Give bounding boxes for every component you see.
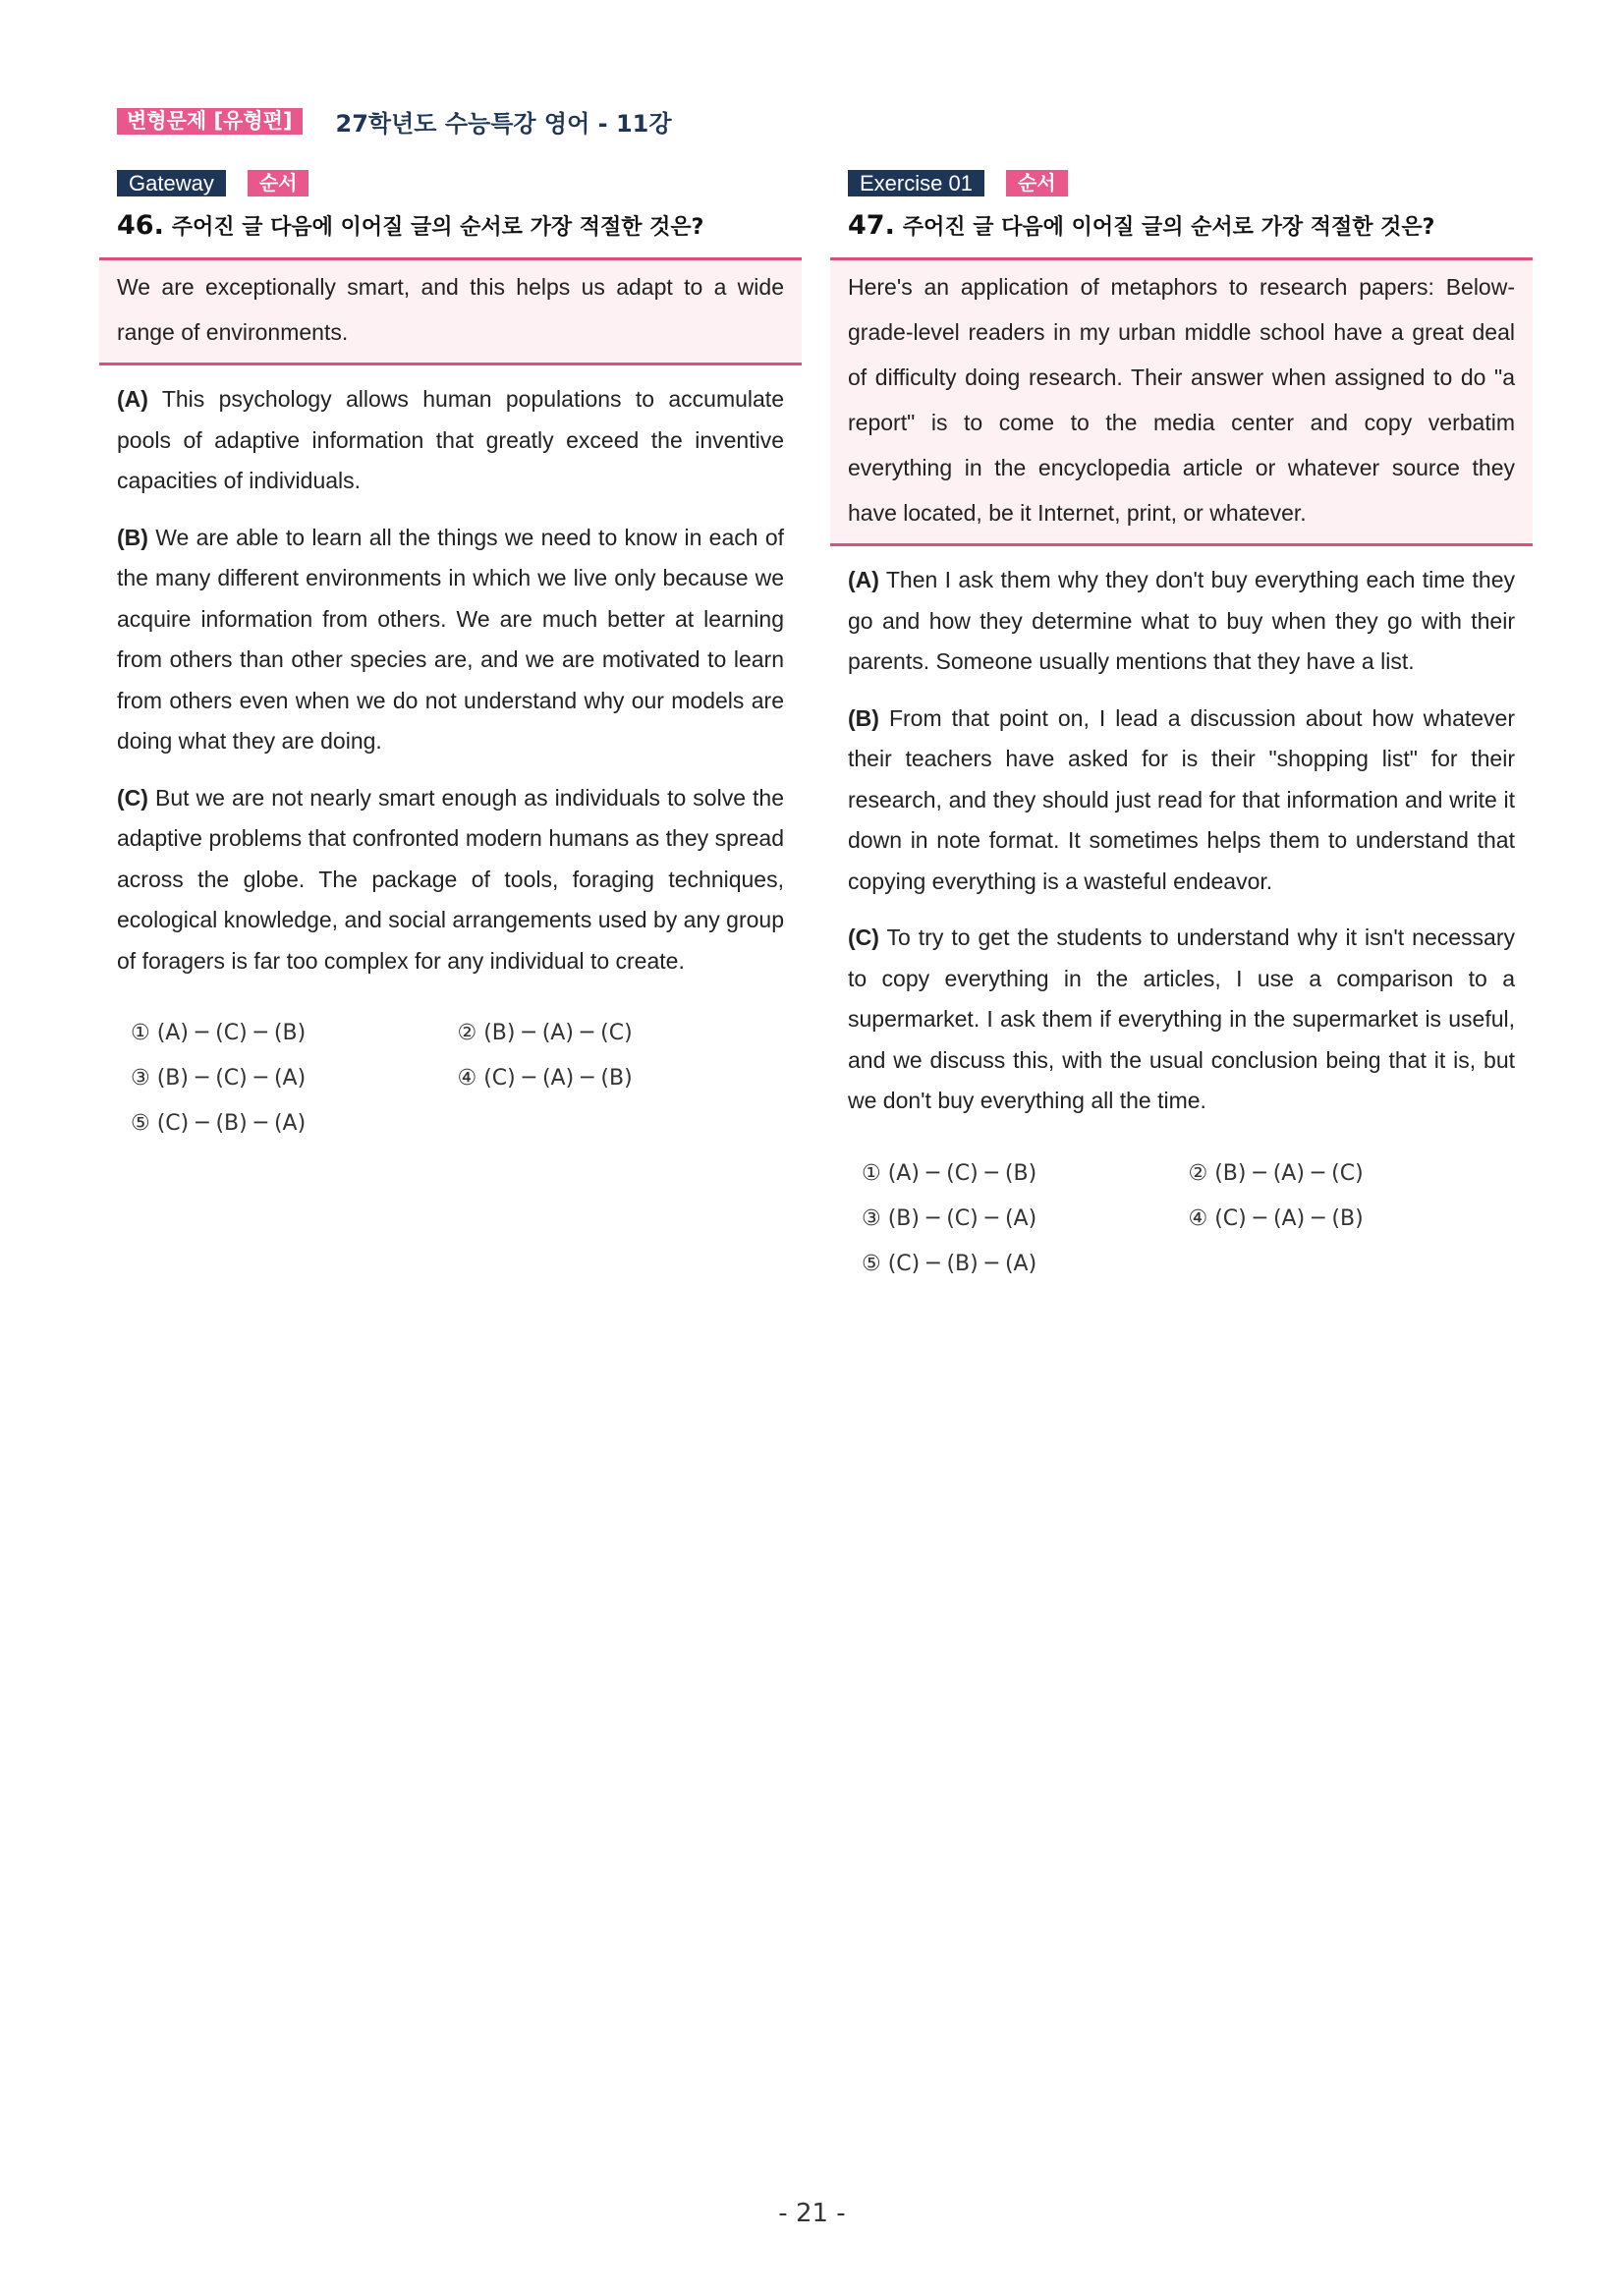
paragraph-text: Then I ask them why they don't buy everything each time they go and how they determine what to buy when they go with their parents. Someone usually mentions that they have a list. xyxy=(848,567,1515,674)
page-number: - 21 - xyxy=(778,2199,846,2228)
paragraph-text: To try to get the students to understand why it isn't necessary to copy everything in the articles, I use a comparison to a supermarket. I ask them if everything in the supermarket is useful, and we discuss this, with the usual conclusion being that it is, but we don't buy everything all the time. xyxy=(848,924,1515,1113)
question-number: 46. xyxy=(117,210,164,241)
question-prompt xyxy=(117,208,802,244)
paragraph-c xyxy=(830,918,1533,1122)
question-tags xyxy=(117,169,802,196)
choice-3[interactable]: ③ (B) ─ (C) ─ (A) xyxy=(131,1066,307,1091)
given-passage: Here's an application of metaphors to research papers: Below-grade-level readers in my urban middle school have a great deal of difficulty doing research. Their answer when assigned to do "a report" is to come to the media center and copy verbatim everything in the encyclopedia article or whatever source they have located, be it Internet, print, or whatever. xyxy=(830,257,1533,546)
choice-2[interactable]: ② (B) ─ (A) ─ (C) xyxy=(1188,1160,1364,1186)
choice-1[interactable]: ① (A) ─ (C) ─ (B) xyxy=(862,1160,1037,1186)
prompt-text: 주어진 글 다음에 이어질 글의 순서로 가장 적절한 것은? xyxy=(171,215,704,240)
paragraph-b xyxy=(830,699,1533,903)
choice-5[interactable]: ⑤ (C) ─ (B) ─ (A) xyxy=(131,1111,307,1136)
question-prompt xyxy=(848,208,1533,244)
paragraph-label: (C) xyxy=(848,924,879,950)
paragraph-label: (C) xyxy=(117,784,148,811)
question-46 xyxy=(99,169,802,1147)
page-header xyxy=(117,106,672,136)
type-tag: 순서 xyxy=(248,170,309,196)
header-title: 27학년도 수능특강 영어 - 11강 xyxy=(335,109,672,138)
paragraph-text: But we are not nearly smart enough as individuals to solve the adaptive problems that confronted modern humans as they spread across the globe. The package of tools, foraging techniques, ecological knowledge, and social arrangements used by any group of foragers is far too complex for any individual to create. xyxy=(117,784,784,974)
question-tags xyxy=(848,169,1533,196)
choice-5[interactable]: ⑤ (C) ─ (B) ─ (A) xyxy=(862,1251,1037,1276)
given-passage: We are exceptionally smart, and this helps us adapt to a wide range of environments. xyxy=(99,257,802,365)
answer-choices xyxy=(99,1011,802,1147)
choice-3[interactable]: ③ (B) ─ (C) ─ (A) xyxy=(862,1205,1037,1231)
paragraph-label: (A) xyxy=(848,567,879,592)
paragraph-text: This psychology allows human populations to accumulate pools of adaptive information that greatly exceed the inventive capacities of individuals. xyxy=(117,386,784,493)
paragraph-label: (B) xyxy=(117,524,148,550)
paragraph-c xyxy=(99,778,802,982)
choice-2[interactable]: ② (B) ─ (A) ─ (C) xyxy=(457,1021,633,1045)
prompt-text: 주어진 글 다음에 이어질 글의 순서로 가장 적절한 것은? xyxy=(902,215,1435,240)
paragraph-b xyxy=(99,518,802,762)
choice-4[interactable]: ④ (C) ─ (A) ─ (B) xyxy=(457,1066,633,1091)
paragraphs xyxy=(830,560,1533,1122)
header-tag: 변형문제 [유형편] xyxy=(117,108,303,135)
question-number: 47. xyxy=(848,210,895,241)
gateway-tag: Gateway xyxy=(117,170,226,196)
paragraph-a xyxy=(99,379,802,502)
question-47 xyxy=(830,169,1533,1287)
paragraph-text: From that point on, I lead a discussion about how whatever their teachers have asked for is their "shopping list" for their research, and they should just read for that information and write it down in note format. It sometimes helps them to understand that copying everything is a wasteful endeavor. xyxy=(848,704,1515,894)
paragraph-text: We are able to learn all the things we need to know in each of the many different environments in which we live only because we acquire information from others. We are much better at learning from others than other species are, and we are motivated to learn from others even when we do not understand why our models are doing what they are doing. xyxy=(117,524,784,754)
exercise-tag: Exercise 01 xyxy=(848,170,984,196)
paragraph-label: (A) xyxy=(117,386,148,412)
type-tag: 순서 xyxy=(1006,170,1068,196)
paragraph-a xyxy=(830,560,1533,683)
answer-choices xyxy=(830,1151,1533,1287)
choice-4[interactable]: ④ (C) ─ (A) ─ (B) xyxy=(1188,1205,1364,1231)
paragraphs xyxy=(99,379,802,981)
paragraph-label: (B) xyxy=(848,704,879,731)
choice-1[interactable]: ① (A) ─ (C) ─ (B) xyxy=(131,1021,307,1045)
